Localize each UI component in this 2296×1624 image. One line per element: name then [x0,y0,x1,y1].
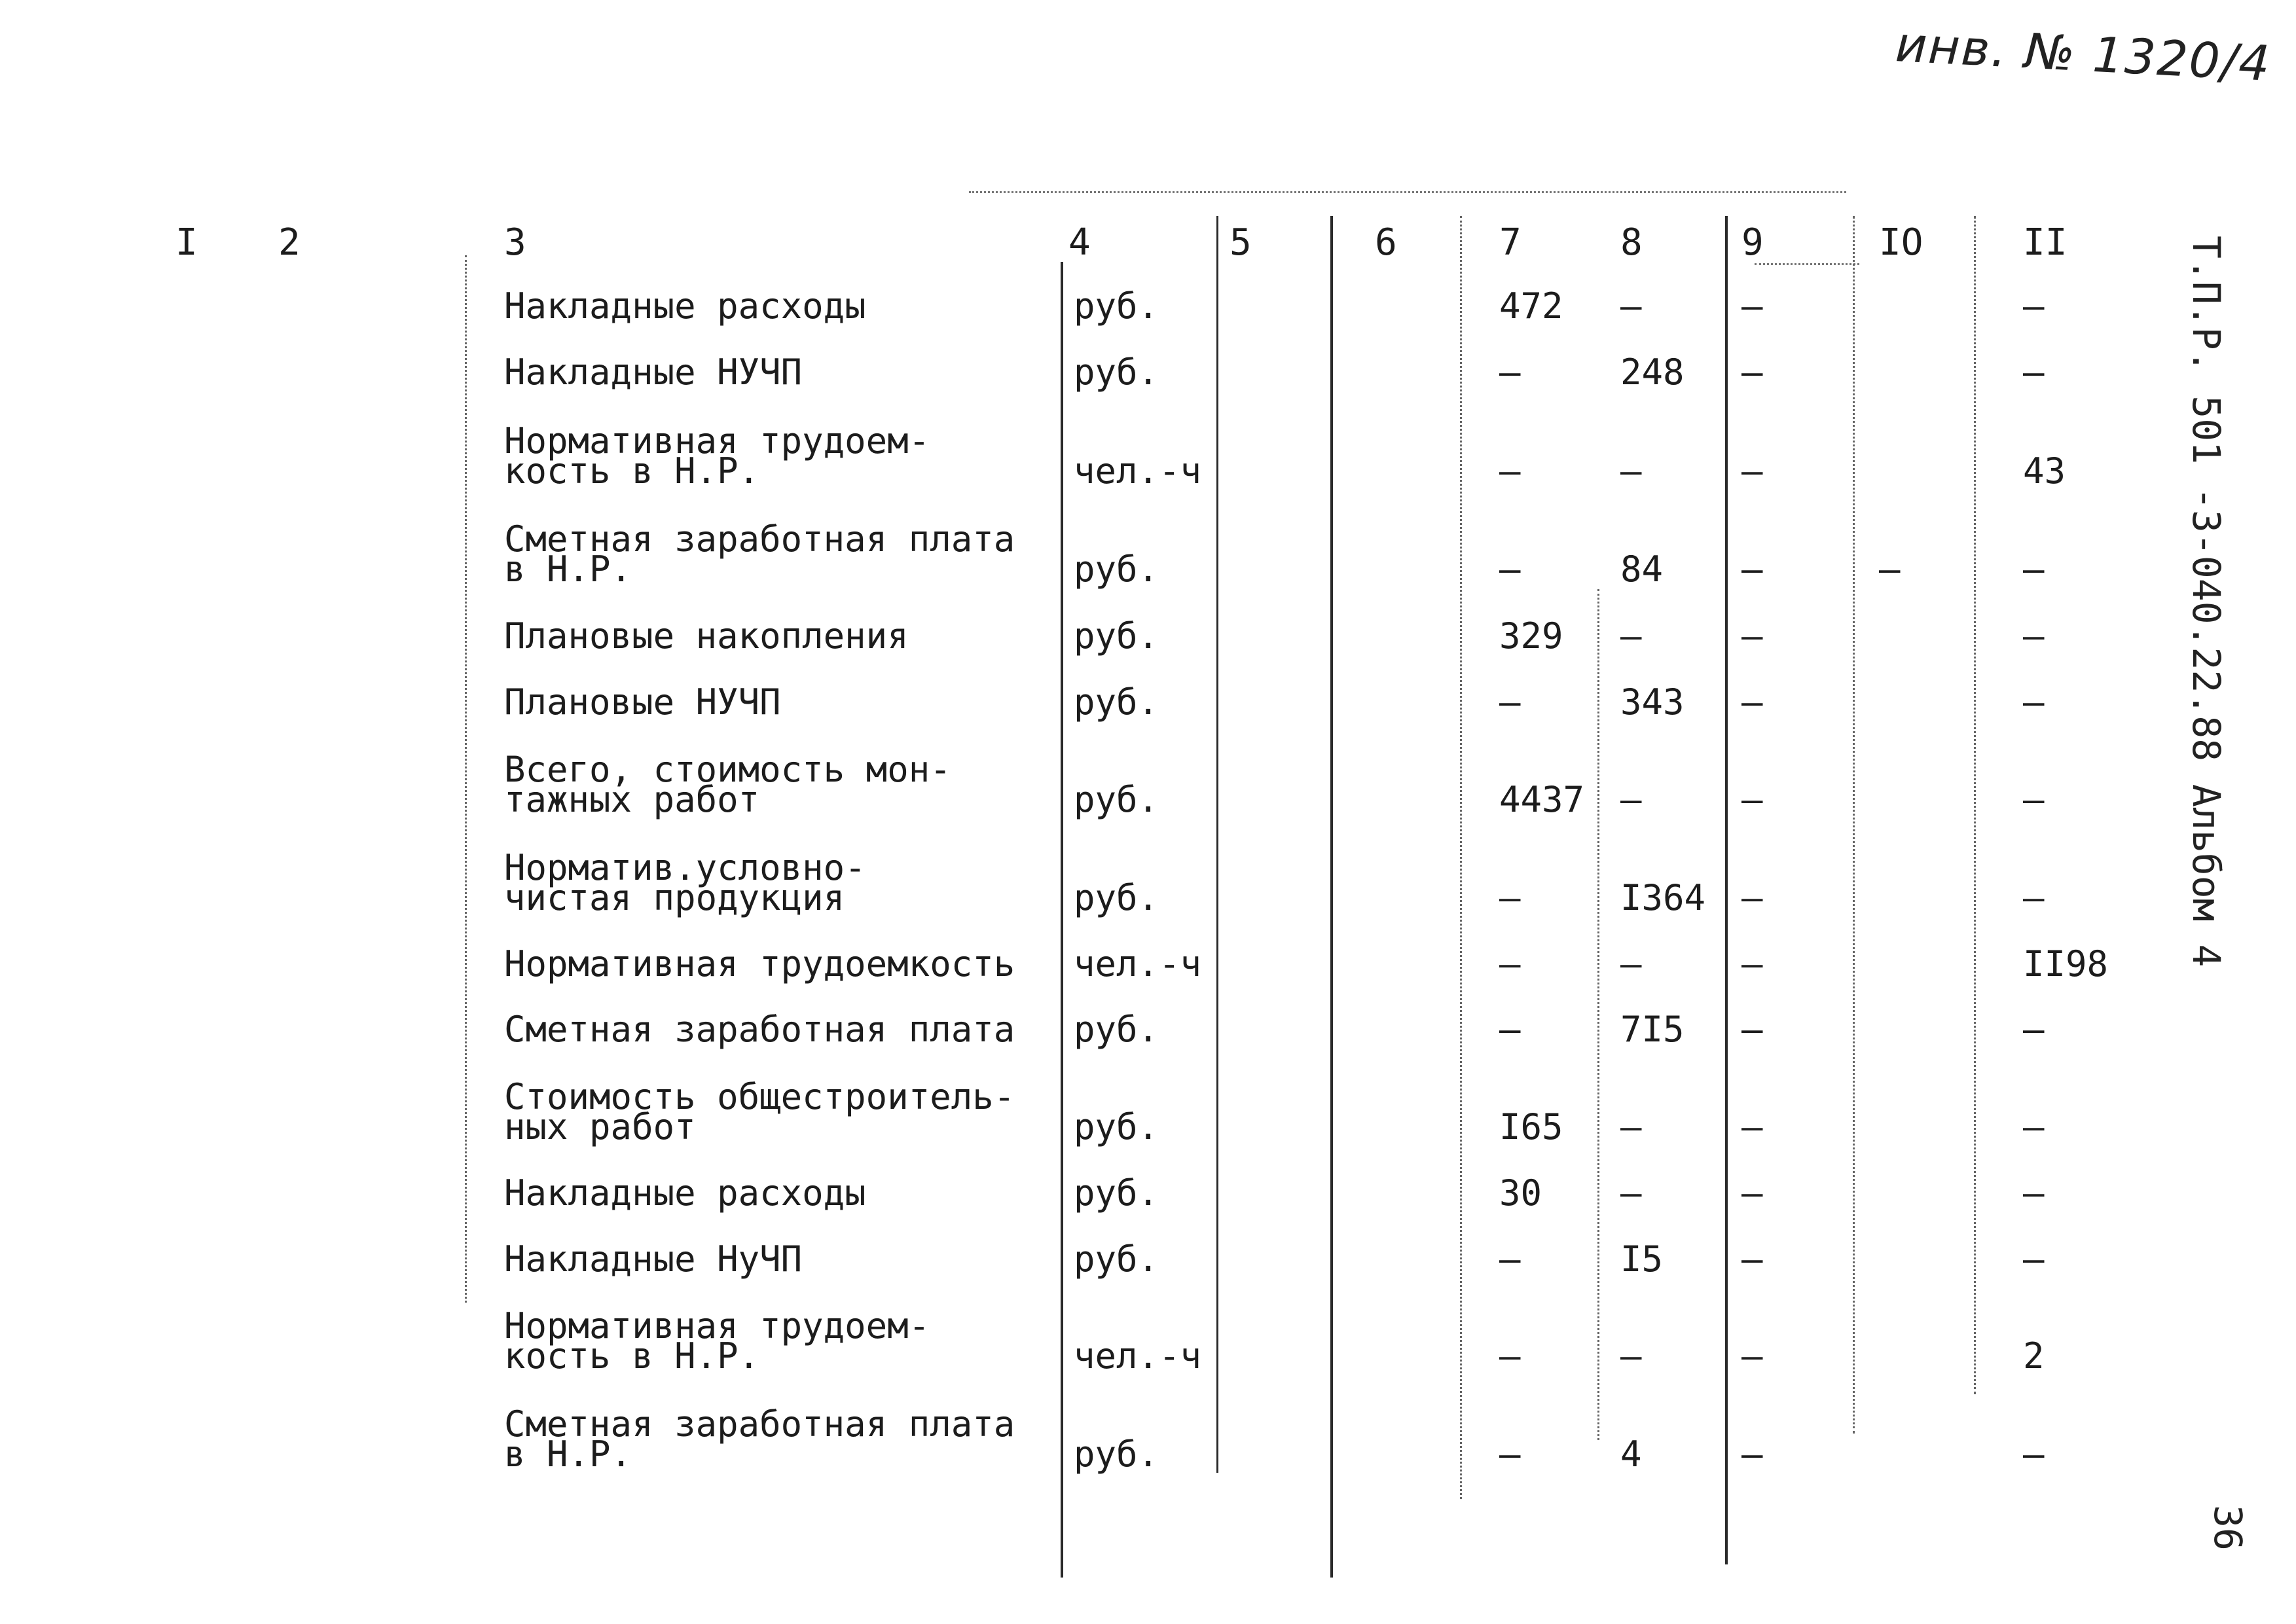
row-label: Стоимость общестроитель- [504,1076,1015,1117]
value-cell-col8: I364 [1620,877,1706,918]
row-label: Сметная заработная плата [504,1403,1015,1445]
value-cell-col8: – [1620,779,1642,820]
value-cell-col9: – [1741,681,1763,723]
col-header-3: 3 [504,221,526,264]
row-label-continuation: чистая продукция [504,877,845,918]
value-cell-col11: – [2023,779,2045,820]
column-rule-6 [1330,216,1333,1578]
unit-cell: чел.-ч [1074,450,1202,492]
value-cell-col11: – [2023,681,2045,723]
row-label: Нормативная трудоемкость [504,943,1015,984]
unit-cell: руб. [1074,1434,1159,1475]
unit-cell: чел.-ч [1074,943,1202,984]
document-code-stamp: Т.П.Р. 501 -3-040.22.88 Альбом 4 [2184,236,2229,967]
value-cell-col8: – [1620,1335,1642,1377]
row-label-continuation: в Н.Р. [504,1434,632,1475]
value-cell-col9: – [1741,450,1763,492]
value-cell-col7: 30 [1499,1172,1542,1214]
col-header-5: 5 [1230,221,1252,264]
value-cell-col9: – [1741,352,1763,393]
value-cell-col7: – [1499,943,1521,984]
value-cell-col11: – [2023,1106,2045,1147]
row-label-continuation: кость в Н.Р. [504,450,760,492]
value-cell-col11: – [2023,549,2045,590]
unit-cell: руб. [1074,1172,1159,1214]
value-cell-col8: – [1620,450,1642,492]
value-cell-col8: – [1620,1172,1642,1214]
inventory-mark: инв. № 1320/4 [1894,16,2272,92]
value-cell-col7: 472 [1499,285,1563,327]
value-cell-col9: – [1741,549,1763,590]
col-header-4: 4 [1068,221,1091,264]
column-rule-4 [1061,262,1063,1578]
header-rule-9 [1755,263,1859,265]
value-cell-col11: – [2023,1238,2045,1280]
row-label: Накладные НУЧП [504,352,803,393]
value-cell-col8: – [1620,1106,1642,1147]
header-top-rule [969,191,1846,193]
col-header-2: 2 [278,221,301,264]
value-cell-col9: – [1741,877,1763,918]
column-rule-9 [1725,216,1728,1564]
row-label-continuation: ных работ [504,1106,696,1147]
value-cell-col10: – [1879,549,1901,590]
column-rule-10 [1853,216,1855,1434]
value-cell-col8: I5 [1620,1238,1664,1280]
col-header-10: IO [1879,221,1923,264]
col-header-8: 8 [1620,221,1643,264]
value-cell-col11: – [2023,877,2045,918]
col-header-6: 6 [1375,221,1397,264]
value-cell-col7: 329 [1499,615,1563,657]
value-cell-col11: – [2023,1172,2045,1214]
row-label: Сметная заработная плата [504,518,1015,560]
row-label: Накладные расходы [504,285,866,327]
unit-cell: руб. [1074,615,1159,657]
row-label: Плановые НУЧП [504,681,781,723]
value-cell-col9: – [1741,1106,1763,1147]
value-cell-col9: – [1741,1434,1763,1475]
value-cell-col11: 43 [2023,450,2066,492]
unit-cell: руб. [1074,549,1159,590]
value-cell-col7: 4437 [1499,779,1585,820]
value-cell-col8: – [1620,615,1642,657]
value-cell-col9: – [1741,1172,1763,1214]
value-cell-col9: – [1741,1238,1763,1280]
value-cell-col7: – [1499,1434,1521,1475]
column-rule-7 [1460,216,1462,1499]
unit-cell: руб. [1074,1106,1159,1147]
value-cell-col11: – [2023,1009,2045,1050]
value-cell-col11: – [2023,352,2045,393]
value-cell-col9: – [1741,943,1763,984]
value-cell-col7: – [1499,681,1521,723]
column-rule-11 [1974,216,1976,1394]
unit-cell: руб. [1074,1238,1159,1280]
row-label: Норматив.условно- [504,847,866,888]
value-cell-col11: – [2023,615,2045,657]
row-label-continuation: в Н.Р. [504,549,632,590]
row-label: Нормативная трудоем- [504,1305,930,1346]
row-label: Нормативная трудоем- [504,420,930,461]
unit-cell: руб. [1074,285,1159,327]
value-cell-col7: – [1499,877,1521,918]
unit-cell: руб. [1074,877,1159,918]
value-cell-col9: – [1741,779,1763,820]
value-cell-col9: – [1741,1009,1763,1050]
row-label: Плановые накопления [504,615,909,657]
col-header-7: 7 [1499,221,1522,264]
value-cell-col7: – [1499,352,1521,393]
value-cell-col7: – [1499,450,1521,492]
value-cell-col9: – [1741,615,1763,657]
value-cell-col8: 343 [1620,681,1685,723]
row-label: Всего, стоимость мон- [504,749,951,790]
value-cell-col8: 7I5 [1620,1009,1685,1050]
column-rule-3 [465,255,467,1303]
unit-cell: руб. [1074,779,1159,820]
value-cell-col8: – [1620,943,1642,984]
value-cell-col11: II98 [2023,943,2109,984]
value-cell-col7: – [1499,549,1521,590]
value-cell-col8: 84 [1620,549,1664,590]
value-cell-col11: – [2023,285,2045,327]
unit-cell: чел.-ч [1074,1335,1202,1377]
col-header-1: I [175,221,198,264]
value-cell-col8: – [1620,285,1642,327]
column-rule-5 [1216,216,1218,1473]
row-label: Сметная заработная плата [504,1009,1015,1050]
value-cell-col11: 2 [2023,1335,2045,1377]
row-label: Накладные расходы [504,1172,866,1214]
unit-cell: руб. [1074,1009,1159,1050]
unit-cell: руб. [1074,352,1159,393]
value-cell-col11: – [2023,1434,2045,1475]
row-label-continuation: тажных работ [504,779,760,820]
page-number: 36 [2205,1505,2250,1551]
value-cell-col7: – [1499,1335,1521,1377]
value-cell-col7: – [1499,1238,1521,1280]
col-header-11: II [2023,221,2068,264]
value-cell-col9: – [1741,285,1763,327]
value-cell-col8: 248 [1620,352,1685,393]
value-cell-col8: 4 [1620,1434,1642,1475]
value-cell-col7: I65 [1499,1106,1563,1147]
unit-cell: руб. [1074,681,1159,723]
row-label: Накладные НуЧП [504,1238,803,1280]
value-cell-col7: – [1499,1009,1521,1050]
column-rule-8 [1597,589,1599,1440]
col-header-9: 9 [1741,221,1764,264]
value-cell-col9: – [1741,1335,1763,1377]
row-label-continuation: кость в Н.Р. [504,1335,760,1377]
